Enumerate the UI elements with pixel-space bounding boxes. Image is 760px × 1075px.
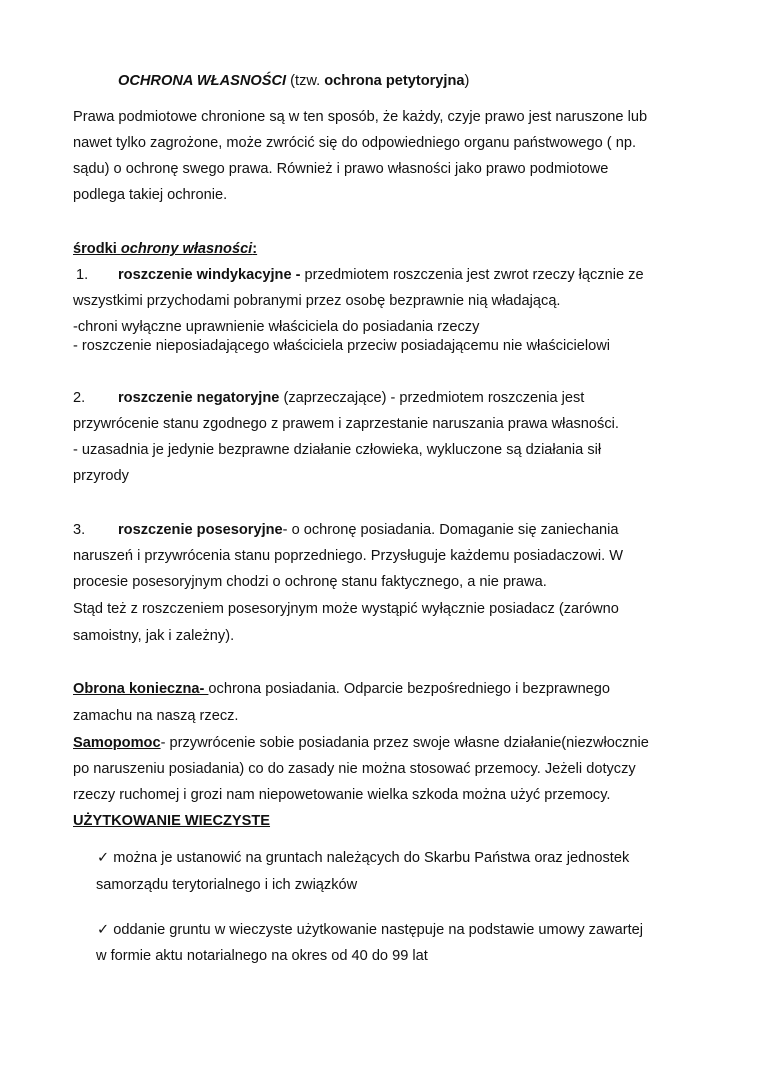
title-main: OCHRONA WŁASNOŚCI: [118, 73, 287, 89]
defense-text: ochrona posiadania. Odparcie bezpośredniego i bezprawnego: [208, 681, 611, 697]
means-heading-part1: środki: [73, 241, 121, 257]
bullet-continuation: w formie aktu notarialnego na okres od 40 do 99 lat: [96, 948, 428, 964]
item3-first-line: [118, 521, 619, 539]
defense-term: Obrona konieczna-: [73, 681, 209, 697]
bullet-text: można je ustanowić na gruntach należących do Skarbu Państwa oraz jednostek: [109, 850, 630, 866]
item3-text: - o ochronę posiadania. Domaganie się zaniechania: [282, 522, 619, 538]
title-paren-close: ): [464, 73, 470, 89]
bullet-item: [97, 849, 629, 867]
defense-line2: zamachu na naszą rzecz.: [73, 708, 239, 724]
item1-text: przedmiotem roszczenia jest zwrot rzeczy łącznie ze: [300, 267, 644, 283]
item3-term: roszczenie posesoryjne: [118, 522, 283, 538]
item3-line5: samoistny, jak i zależny).: [73, 628, 235, 644]
item1-line3: -chroni wyłączne uprawnienie właściciela do posiadania rzeczy: [73, 319, 480, 335]
selfhelp-first-line: [73, 734, 649, 752]
checkmark-icon: ✓: [97, 850, 110, 866]
intro-line: Prawa podmiotowe chronione są w ten sposób, że każdy, czyje prawo jest naruszone lub: [73, 109, 648, 125]
intro-line: podlega takiej ochronie.: [73, 187, 228, 203]
means-heading-part2: ochrony własności: [120, 241, 253, 257]
bullet-item: [97, 921, 643, 939]
checkmark-icon: ✓: [97, 922, 110, 938]
means-heading-part3: :: [252, 241, 258, 257]
intro-line: nawet tylko zagrożone, może zwrócić się do odpowiedniego organu państwowego ( np.: [73, 135, 636, 151]
bullet-continuation: samorządu terytorialnego i ich związków: [96, 877, 358, 893]
item2-first-line: [118, 389, 584, 407]
bullet-text: oddanie gruntu w wieczyste użytkowanie następuje na podstawie umowy zawartej: [109, 922, 644, 938]
item2-line4: przyrody: [73, 468, 129, 484]
selfhelp-term: Samopomoc: [73, 735, 161, 751]
selfhelp-line3: rzeczy ruchomej i grozi nam niepowetowanie wielka szkoda można użyć przemocy.: [73, 787, 611, 803]
item1-first-line: [118, 266, 644, 284]
item1-number: 1.: [76, 267, 89, 283]
item2-line3: - uzasadnia je jedynie bezprawne działanie człowieka, wykluczone są działania sił: [73, 442, 602, 458]
item3-number: 3.: [73, 522, 86, 538]
item3-line4: Stąd też z roszczeniem posesoryjnym może wystąpić wyłącznie posiadacz (zarówno: [73, 601, 619, 617]
selfhelp-line2: po naruszeniu posiadania) co do zasady nie można stosować przemocy. Jeżeli dotyczy: [73, 761, 636, 777]
usufruct-heading: UŻYTKOWANIE WIECZYSTE: [73, 813, 271, 829]
title-paren-open: (tzw.: [286, 73, 325, 89]
item2-term: roszczenie negatoryjne: [118, 390, 280, 406]
item1-line2: wszystkimi przychodami pobranymi przez osobę bezprawnie nią władającą.: [73, 293, 561, 309]
intro-line: sądu) o ochronę swego prawa. Również i prawo własności jako prawo podmiotowe: [73, 161, 609, 177]
item1-term: roszczenie windykacyjne -: [118, 267, 301, 283]
item3-line2: naruszeń i przywrócenia stanu poprzedniego. Przysługuje każdemu posiadaczowi. W: [73, 548, 623, 564]
defense-first-line: [73, 680, 610, 698]
item1-line4: - roszczenie nieposiadającego właściciela przeciw posiadającemu nie właścicielowi: [73, 338, 610, 354]
item2-number: 2.: [73, 390, 86, 406]
item2-line2: przywrócenie stanu zgodnego z prawem i zaprzestanie naruszania prawa własności.: [73, 416, 619, 432]
item2-text: (zaprzeczające) - przedmiotem roszczenia jest: [279, 390, 585, 406]
selfhelp-text: - przywrócenie sobie posiadania przez swoje własne działanie(niezwłocznie: [160, 735, 649, 751]
document-title: [118, 72, 469, 90]
item3-line3: procesie posesoryjnym chodzi o ochronę stanu faktycznego, a nie prawa.: [73, 574, 547, 590]
title-bold: ochrona petytoryjna: [324, 73, 465, 89]
means-heading: [73, 240, 257, 258]
